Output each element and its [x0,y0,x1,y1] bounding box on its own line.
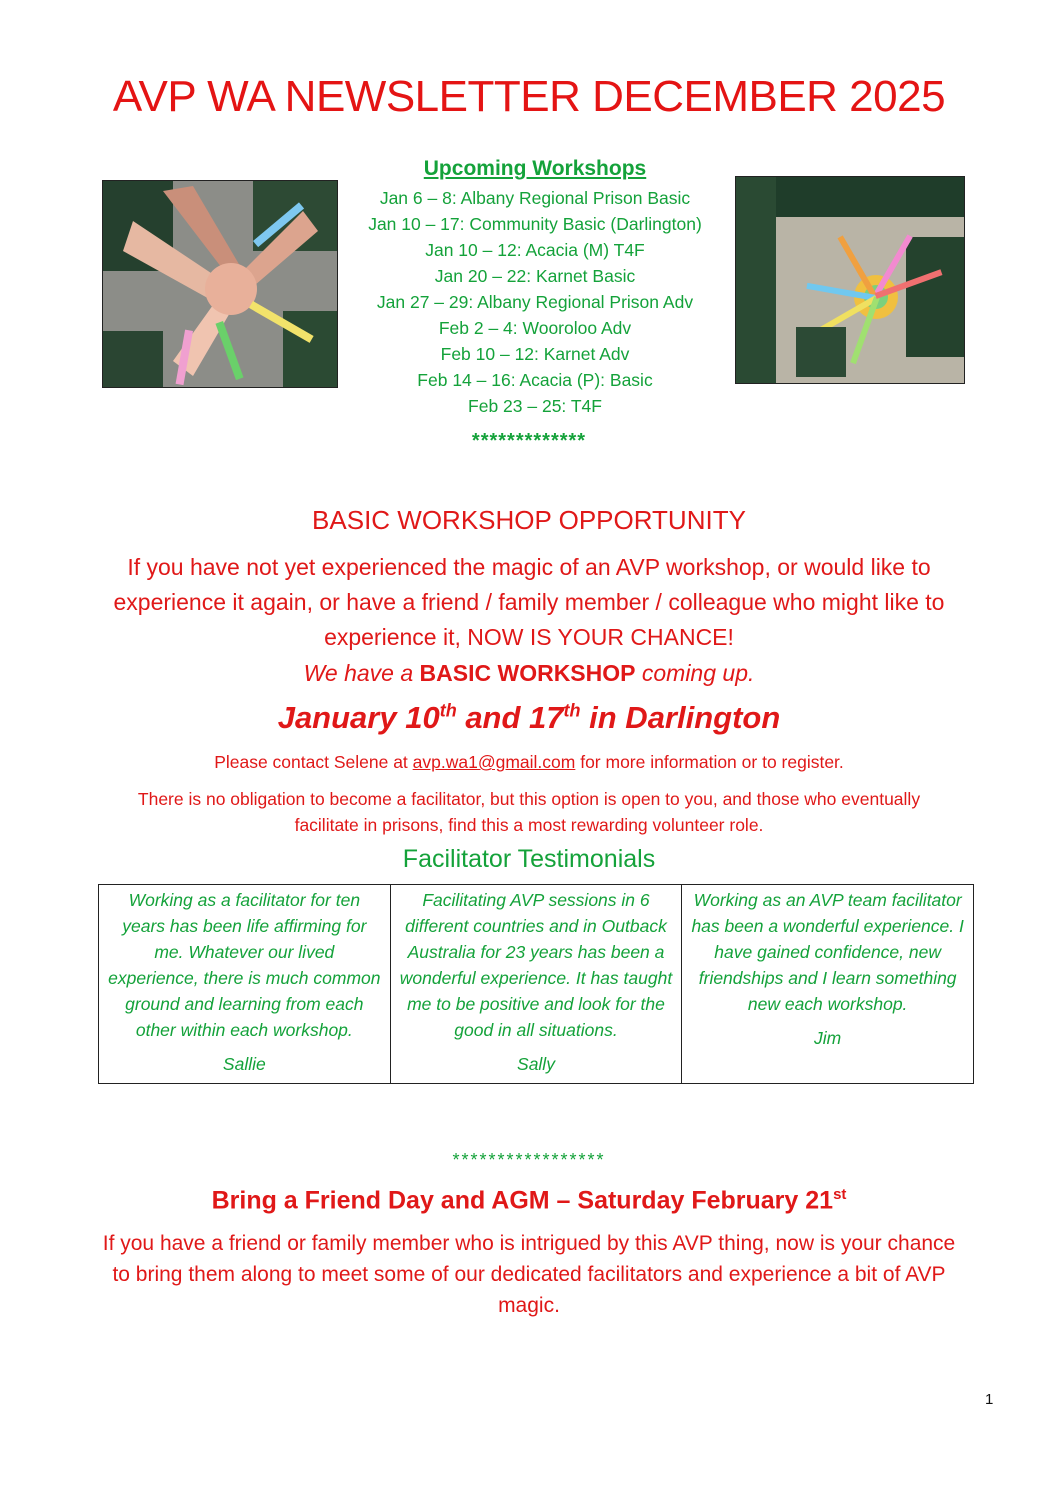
workshop-item: Feb 10 – 12: Karnet Adv [440,344,630,364]
basic-workshop-heading: BASIC WORKSHOP OPPORTUNITY [312,505,746,535]
section-separator: ***************** [452,1150,606,1170]
workshop-item: Jan 27 – 29: Albany Regional Prison Adv [376,292,694,312]
basic-workshop-body: If you have not yet experienced the magic of an AVP workshop, or would like to experience it again, or have a friend / family member / colleague who might like to experience it, NOW IS YOUR CHANCE! [113,554,945,650]
photo-workshop-circle [735,176,965,384]
testimonial-cell [682,885,974,1084]
workshops-separator: ************* [471,430,587,452]
obligation-text: There is no obligation to become a facilitator, but this option is open to you, and those who eventually facilitate in prisons, find this a most rewarding volunteer role. [137,789,921,835]
contact-line [0,752,1058,773]
agm-heading-sup: st [833,1186,847,1203]
workshop-item: Jan 6 – 8: Albany Regional Prison Basic [379,188,691,208]
workshop-item: Feb 14 – 16: Acacia (P): Basic [417,370,653,390]
testimonial-author: Sally [517,1054,555,1074]
workshop-item: Feb 23 – 25: T4F [468,396,602,416]
agm-heading [0,1186,1058,1215]
testimonial-text: Working as a facilitator for ten years has been life affirming for me. Whatever our lived experience, there is much common ground and learning from each other within each workshop. [108,890,381,1040]
workshop-item: Jan 10 – 12: Acacia (M) T4F [425,240,645,260]
announcement-bold: BASIC WORKSHOP [419,660,636,686]
photo-hands-together [102,180,338,388]
contact-pre: Please contact Selene at [214,752,413,772]
dates-sup-1: th [439,700,457,721]
page-number: 1 [985,1391,994,1408]
contact-post: for more information or to register. [575,752,844,772]
testimonials-heading: Facilitator Testimonials [402,845,656,873]
agm-body: If you have a friend or family member who is intrigued by this AVP thing, now is your chance to bring them along to meet some of our dedicated facilitators and experience a bit of AVP magic. [102,1232,956,1317]
testimonial-text: Facilitating AVP sessions in 6 different countries and in Outback Australia for 23 years has been a wonderful experience. It has taught me to be positive and look for the good in all situations. [399,890,673,1040]
basic-workshop-announcement [0,660,1058,687]
testimonial-author: Sallie [222,1054,266,1074]
workshop-item: Jan 10 – 17: Community Basic (Darlington) [368,214,702,234]
workshop-item: Jan 20 – 22: Karnet Basic [434,266,636,286]
testimonial-cell [390,885,682,1084]
testimonial-author: Jim [814,1028,842,1048]
basic-workshop-dates [0,700,1058,736]
announcement-post: coming up. [635,660,755,686]
dates-part-b: and 17 [456,700,564,735]
upcoming-workshops-heading: Upcoming Workshops [423,157,647,180]
dates-part-c: in Darlington [580,700,781,735]
dates-part-a: January 10 [277,700,440,735]
agm-heading-text: Bring a Friend Day and AGM – Saturday February 21 [211,1186,834,1215]
contact-email-link[interactable]: avp.wa1@gmail.com [412,752,576,772]
testimonial-text: Working as an AVP team facilitator has been a wonderful experience. I have gained confidence, new friendships and I learn something new each workshop. [691,890,964,1014]
dates-sup-2: th [563,700,581,721]
testimonials-table [98,884,974,1084]
workshop-item: Feb 2 – 4: Wooroloo Adv [438,318,632,338]
upcoming-workshops [340,157,730,419]
testimonial-cell [99,885,391,1084]
newsletter-title: AVP WA NEWSLETTER DECEMBER 2025 [112,72,946,121]
announcement-pre: We have a [303,660,420,686]
